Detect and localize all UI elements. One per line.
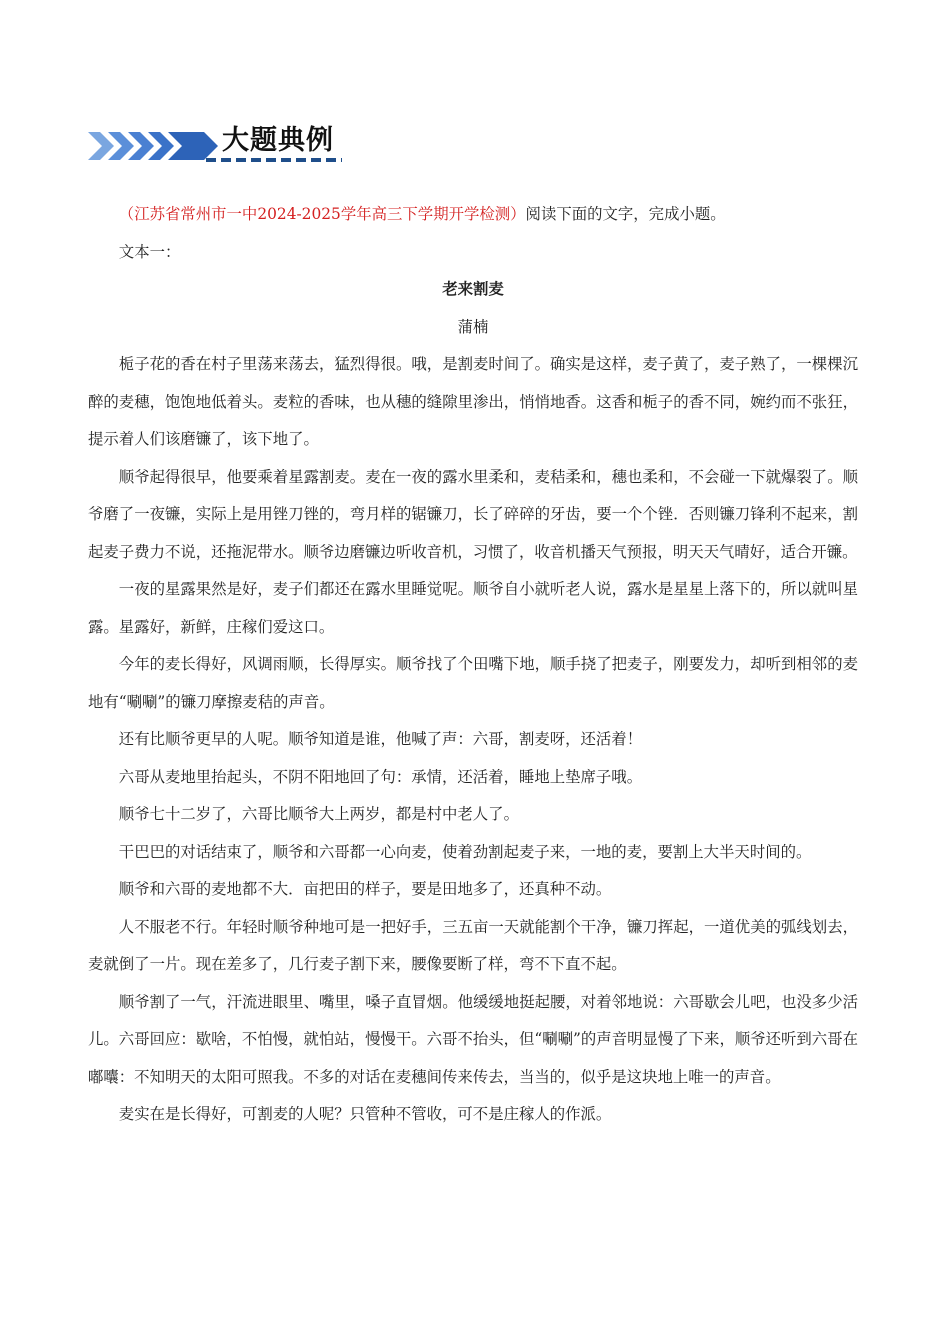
article-author: 蒲楠 xyxy=(457,317,489,336)
paragraph: 今年的麦长得好，风调雨顺，长得厚实。顺爷找了个田嘴下地，顺手挠了把麦子，刚要发力，却听到相邻的麦地有“唰唰”的镰刀摩擦麦秸的声音。 xyxy=(88,655,858,711)
section-header xyxy=(88,122,358,168)
chevron-arrows-icon xyxy=(88,128,218,164)
paragraph: 栀子花的香在村子里荡来荡去，猛烈得很。哦，是割麦时间了。确实是这样，麦子黄了，麦子熟了，一棵棵沉醉的麦穗，饱饱地低着头。麦粒的香味，也从穗的缝隙里渗出，悄悄地香。这香和栀子的香不同，婉约而不张狂，提示着人们该磨镰了，该下地了。 xyxy=(88,355,858,448)
paragraph: 麦实在是长得好，可割麦的人呢？只管种不管收，可不是庄稼人的作派。 xyxy=(118,1105,612,1123)
header-dashed-underline xyxy=(206,158,342,162)
paragraph: 一夜的星露果然是好，麦子们都还在露水里睡觉呢。顺爷自小就听老人说，露水是星星上落下的，所以就叫星露。星露好，新鲜，庄稼们爱这口。 xyxy=(88,580,858,636)
document-body xyxy=(88,196,858,1134)
paragraph: 顺爷割了一气，汗流进眼里、嘴里，嗓子直冒烟。他缓缓地挺起腰，对着邻地说：六哥歇会儿吧，也没多少活儿。六哥回应：歇啥，不怕慢，就怕站，慢慢干。六哥不抬头，但“唰唰”的声音明显慢了下来，顺爷还听到六哥在嘟囔：不知明天的太阳可照我。不多的对话在麦穗间传来传去，当当的，似乎是这块地上唯一的声音。 xyxy=(88,992,858,1086)
paragraph: 顺爷七十二岁了，六哥比顺爷大上两岁，都是村中老人了。 xyxy=(118,805,519,823)
header-title: 大题典例 xyxy=(222,125,334,156)
intro-line xyxy=(88,196,858,234)
paragraph: 顺爷起得很早，他要乘着星露割麦。麦在一夜的露水里柔和，麦秸柔和，穗也柔和，不会碰一下就爆裂了。顺爷磨了一夜镰，实际上是用锉刀锉的，弯月样的锯镰刀，长了碎碎的牙齿，要一个个锉．否则镰刀锋利不起来，割起麦子费力不说，还拖泥带水。顺爷边磨镰边听收音机，习惯了，收音机播天气预报，明天天气晴好，适合开镰。 xyxy=(88,467,858,561)
paragraph: 干巴巴的对话结束了，顺爷和六哥都一心向麦，使着劲割起麦子来，一地的麦，要割上大半天时间的。 xyxy=(118,842,812,861)
paragraph: 人不服老不行。年轻时顺爷种地可是一把好手，三五亩一天就能割个干净，镰刀挥起，一道优美的弧线划去，麦就倒了一片。现在差多了，几行麦子割下来，腰像要断了样，弯不下直不起。 xyxy=(88,917,858,973)
paragraph: 还有比顺爷更早的人呢。顺爷知道是谁，他喊了声：六哥，割麦呀，还活着！ xyxy=(118,730,643,748)
paragraph: 顺爷和六哥的麦地都不大．亩把田的样子，要是田地多了，还真种不动。 xyxy=(118,880,612,898)
article-title: 老来割麦 xyxy=(442,280,504,298)
paragraph: 六哥从麦地里抬起头，不阴不阳地回了句：承情，还活着，睡地上垫席子哦。 xyxy=(118,767,643,786)
instruction-text: 阅读下面的文字，完成小题。 xyxy=(525,205,726,223)
text-label: 文本一： xyxy=(118,242,181,261)
source-citation: （江苏省常州市一中2024-2025学年高三下学期开学检测） xyxy=(118,205,526,223)
